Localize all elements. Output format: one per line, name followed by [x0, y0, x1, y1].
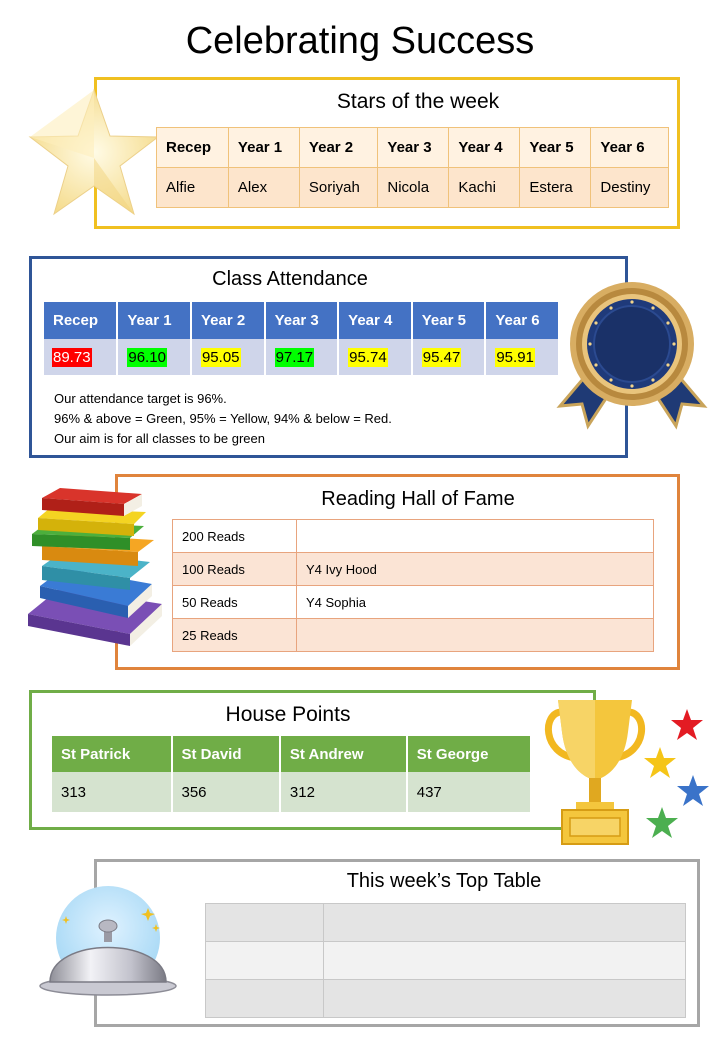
attendance-value: 89.73 — [53, 348, 91, 366]
stars-header-cell: Year 6 — [591, 128, 669, 168]
yellow-star-icon — [643, 746, 677, 780]
blue-star-icon — [676, 774, 710, 808]
stars-header-cell: Recep — [157, 128, 229, 168]
trophy-icon — [540, 692, 650, 852]
top-table-grid — [205, 903, 686, 1018]
attendance-value-cell — [412, 339, 486, 375]
stars-name-cell: Soriyah — [299, 168, 377, 208]
star-icon — [28, 88, 160, 220]
attendance-table — [44, 302, 560, 375]
stars-table — [156, 127, 669, 208]
cloche-icon — [36, 886, 186, 1004]
stars-header-cell: Year 1 — [228, 128, 299, 168]
attendance-header-cell: Year 5 — [412, 302, 486, 339]
attendance-header-cell: Year 2 — [191, 302, 265, 339]
reading-table — [172, 519, 654, 652]
attendance-header-cell: Year 6 — [485, 302, 559, 339]
red-star-icon — [670, 708, 704, 742]
top-table-cell — [206, 942, 324, 980]
attendance-header-cell: Year 4 — [338, 302, 412, 339]
reading-label-cell: 25 Reads — [173, 619, 297, 652]
stars-header-cell: Year 2 — [299, 128, 377, 168]
reading-label-cell: 200 Reads — [173, 520, 297, 553]
top-table-title: This week’s Top Table — [346, 870, 542, 892]
house-points-cell: 356 — [172, 772, 280, 812]
stars-header-cell: Year 4 — [449, 128, 520, 168]
reading-label-cell: 100 Reads — [173, 553, 297, 586]
attendance-value-cell — [191, 339, 265, 375]
attendance-title: Class Attendance — [212, 268, 368, 290]
attendance-header-cell: Recep — [44, 302, 117, 339]
stars-header-cell: Year 5 — [520, 128, 591, 168]
attendance-value-cell — [44, 339, 117, 375]
attendance-value: 95.74 — [349, 348, 387, 366]
house-header-cell: St George — [407, 736, 531, 772]
stars-name-cell: Alfie — [157, 168, 229, 208]
reading-name-cell — [297, 619, 654, 652]
house-points-cell: 437 — [407, 772, 531, 812]
stars-header-cell: Year 3 — [378, 128, 449, 168]
attendance-value: 95.91 — [496, 348, 534, 366]
house-header-cell: St Patrick — [52, 736, 172, 772]
attendance-value: 95.47 — [422, 348, 461, 366]
house-points-cell: 312 — [280, 772, 407, 812]
reading-name-cell: Y4 Ivy Hood — [297, 553, 654, 586]
attendance-value-cell — [265, 339, 339, 375]
attendance-value-cell — [485, 339, 559, 375]
books-stack-icon — [20, 486, 170, 656]
attendance-value-cell — [338, 339, 412, 375]
page-title: Celebrating Success — [185, 20, 535, 62]
reading-name-cell: Y4 Sophia — [297, 586, 654, 619]
medal-ribbon-icon — [552, 278, 712, 438]
top-table-cell — [324, 980, 686, 1018]
attendance-value: 96.10 — [128, 348, 166, 366]
top-table-cell — [206, 980, 324, 1018]
attendance-note: 96% & above = Green, 95% = Yellow, 94% & below = Red. — [54, 411, 392, 426]
attendance-note: Our attendance target is 96%. — [54, 391, 227, 406]
green-star-icon — [645, 806, 679, 840]
attendance-header-cell: Year 1 — [117, 302, 191, 339]
attendance-header-cell: Year 3 — [265, 302, 339, 339]
attendance-value: 95.05 — [201, 348, 240, 366]
house-points-cell: 313 — [52, 772, 172, 812]
attendance-value-cell — [117, 339, 191, 375]
house-title: House Points — [225, 703, 351, 726]
stars-name-cell: Kachi — [449, 168, 520, 208]
reading-name-cell — [297, 520, 654, 553]
stars-name-cell: Alex — [228, 168, 299, 208]
stars-name-cell: Nicola — [378, 168, 449, 208]
stars-title: Stars of the week — [336, 90, 500, 113]
reading-title: Reading Hall of Fame — [321, 488, 515, 510]
top-table-cell — [206, 904, 324, 942]
attendance-note: Our aim is for all classes to be green — [54, 431, 265, 446]
reading-label-cell: 50 Reads — [173, 586, 297, 619]
top-table-cell — [324, 942, 686, 980]
house-table — [52, 736, 532, 812]
stars-name-cell: Estera — [520, 168, 591, 208]
stars-name-cell: Destiny — [591, 168, 669, 208]
house-header-cell: St David — [172, 736, 280, 772]
top-table-cell — [324, 904, 686, 942]
house-header-cell: St Andrew — [280, 736, 407, 772]
attendance-value: 97.17 — [275, 348, 314, 366]
